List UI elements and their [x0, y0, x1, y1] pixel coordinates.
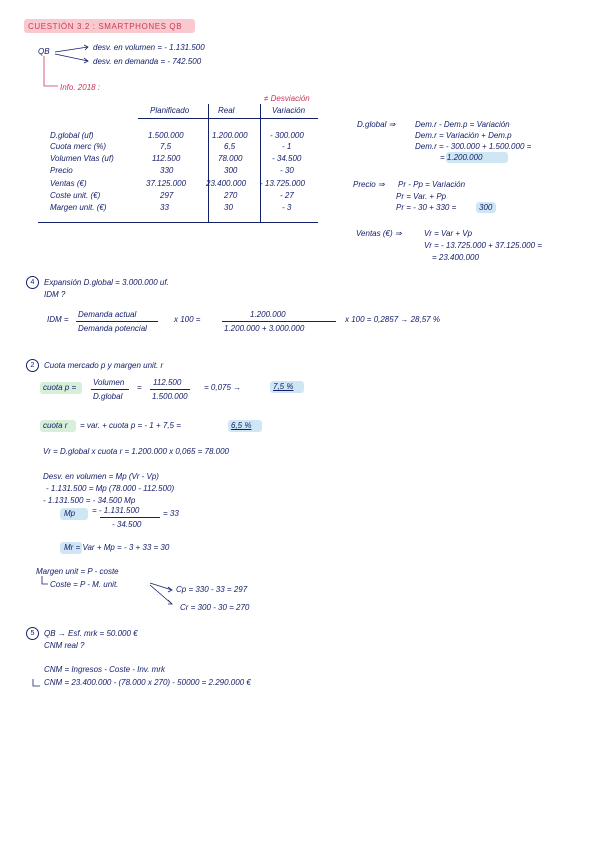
- ventas-line-2: Vr = - 13.725.000 + 37.125.000 =: [424, 241, 542, 250]
- row-plan: 33: [160, 203, 169, 212]
- row-label: Margen unit. (€): [50, 203, 107, 212]
- row-label: Volumen Vtas (uf): [50, 154, 114, 163]
- s2-cuota-r: cuota r: [43, 421, 68, 430]
- precio-label: Precio ⇒: [353, 180, 385, 189]
- s2-desv-1: Desv. en volumen = Mp (Vr - Vp): [43, 472, 159, 481]
- row-label: Ventas (€): [50, 179, 87, 188]
- row-label: Coste unit. (€): [50, 191, 101, 200]
- s5-line-2: CNM real ?: [44, 641, 85, 650]
- row-real: 6,5: [224, 142, 236, 151]
- dglobal-line-3: Dem.r = - 300.000 + 1.500.000 =: [415, 142, 532, 151]
- s2-val-num: 112.500: [153, 378, 182, 387]
- s2-desv-2: - 1.131.500 = Mp (78.000 - 112.500): [46, 484, 175, 493]
- s2-vr-line: Vr = D.global x cuota r = 1.200.000 x 0,065 = 78.000: [43, 447, 229, 456]
- row-real: 23.400.000: [206, 179, 247, 188]
- row-plan: 37.125.000: [146, 179, 187, 188]
- row-var: - 30: [280, 166, 294, 175]
- page-title: CUESTIÓN 3.2 : SMARTPHONES QB: [28, 22, 183, 31]
- section-2-number: 2: [26, 359, 39, 372]
- s4-frac2-den: 1.200.000 + 3.000.000: [224, 324, 305, 333]
- s2-cr: Cr = 300 - 30 = 270: [180, 603, 250, 612]
- table-bottom-line: [38, 222, 318, 223]
- s2-desv-3: - 1.131.500 = - 34.500 Mp: [43, 496, 136, 505]
- s4-line-1: Expansión D.global = 3.000.000 uf.: [44, 278, 169, 287]
- s4-frac1-line: [76, 321, 158, 322]
- s2-mp: Mp: [64, 509, 76, 518]
- qb-label: QB: [38, 47, 50, 56]
- s4-frac2-line: [222, 321, 336, 322]
- table-vline-2: [260, 104, 261, 222]
- precio-line-1: Pr - Pp = Variación: [398, 180, 466, 189]
- s2-mp-line: [100, 517, 160, 518]
- s2-margen-1: Margen unit = P - coste: [36, 567, 119, 576]
- s4-idm: IDM =: [47, 315, 69, 324]
- s5-line-3: CNM = Ingresos - Coste - Inv. mrk: [44, 665, 165, 674]
- s5-line-4: CNM = 23.400.000 - (78.000 x 270) - 50000 = 2.290.000 €: [44, 678, 251, 687]
- s4-result: x 100 = 0,2857 → 28,57 %: [345, 315, 440, 324]
- row-plan: 7,5: [160, 142, 172, 151]
- col-planificado: Planificado: [150, 106, 190, 115]
- s2-cuota-r-eq: = var. + cuota p = - 1 + 7,5 =: [80, 421, 181, 430]
- s4-times: x 100 =: [174, 315, 201, 324]
- s2-cp: Cp = 330 - 33 = 297: [176, 585, 248, 594]
- row-var: - 27: [280, 191, 294, 200]
- s2-val-line: [150, 389, 190, 390]
- row-real: 30: [224, 203, 233, 212]
- table-header-line: [138, 118, 318, 119]
- precio-line-3: Pr = - 30 + 330 =: [396, 203, 457, 212]
- info-label: Info. 2018 :: [60, 83, 101, 92]
- row-var: - 300.000: [270, 131, 304, 140]
- precio-line-2: Pr = Var. + Pp: [396, 192, 447, 201]
- row-real: 78.000: [218, 154, 243, 163]
- s2-eq: =: [137, 383, 142, 392]
- s2-val-den: 1.500.000: [152, 392, 188, 401]
- s2-res-b: 7,5 %: [273, 382, 294, 391]
- row-label: Cuota merc (%): [50, 142, 107, 151]
- dglobal-line-2: Dem.r = Variación + Dem.p: [415, 131, 512, 140]
- row-real: 300: [224, 166, 238, 175]
- section-4-number: 4: [26, 276, 39, 289]
- col-real: Real: [218, 106, 235, 115]
- s2-mp-den: - 34.500: [112, 520, 142, 529]
- desv-volumen: desv. en volumen = - 1.131.500: [93, 43, 205, 52]
- col-variacion: Variación: [272, 106, 306, 115]
- s2-res-a: = 0,075 →: [204, 383, 242, 392]
- s2-mp-num: = - 1.131.500: [92, 506, 140, 515]
- section-5-number: 5: [26, 627, 39, 640]
- s2-cuota-p: cuota p =: [43, 383, 77, 392]
- row-plan: 297: [160, 191, 174, 200]
- row-var: - 1: [282, 142, 292, 151]
- row-var: - 3: [282, 203, 292, 212]
- row-real: 270: [224, 191, 238, 200]
- s2-frac-den: D.global: [93, 392, 123, 401]
- s4-frac1-num: Demanda actual: [78, 310, 137, 319]
- row-real: 1.200.000: [212, 131, 248, 140]
- row-plan: 112.500: [152, 154, 181, 163]
- s2-line-1: Cuota mercado p y margen unit. r: [44, 361, 164, 370]
- row-label: D.global (uf): [50, 131, 94, 140]
- row-plan: 330: [160, 166, 174, 175]
- dglobal-label: D.global ⇒: [357, 120, 396, 129]
- row-var: - 34.500: [272, 154, 302, 163]
- dglobal-line-4: = 1.200.000: [440, 153, 483, 162]
- s4-frac2-num: 1.200.000: [250, 310, 286, 319]
- table-note: ≠ Desviación: [264, 94, 310, 103]
- ventas-line-3: = 23.400.000: [432, 253, 479, 262]
- precio-result: 300: [479, 203, 493, 212]
- s2-frac-num: Volumen: [93, 378, 125, 387]
- desv-demanda: desv. en demanda = - 742.500: [93, 57, 202, 66]
- s2-cuota-r-result: 6,5 %: [231, 421, 252, 430]
- ventas-label: Ventas (€) ⇒: [356, 229, 402, 238]
- ventas-line-1: Vr = Var + Vp: [424, 229, 473, 238]
- s4-line-2: IDM ?: [44, 290, 66, 299]
- row-plan: 1.500.000: [148, 131, 184, 140]
- table-vline-1: [208, 104, 209, 222]
- row-var: - 13.725.000: [260, 179, 305, 188]
- s2-mp-res: = 33: [163, 509, 179, 518]
- dglobal-line-1: Dem.r - Dem.p = Variación: [415, 120, 510, 129]
- s4-frac1-den: Demanda potencial: [78, 324, 147, 333]
- s2-mr: Mr = Var + Mp = - 3 + 33 = 30: [64, 543, 170, 552]
- s2-margen-2: Coste = P - M. unit.: [50, 580, 119, 589]
- s2-frac-line: [91, 389, 129, 390]
- s5-line-1: QB → Esf. mrk = 50.000 €: [44, 629, 138, 638]
- row-label: Precio: [50, 166, 73, 175]
